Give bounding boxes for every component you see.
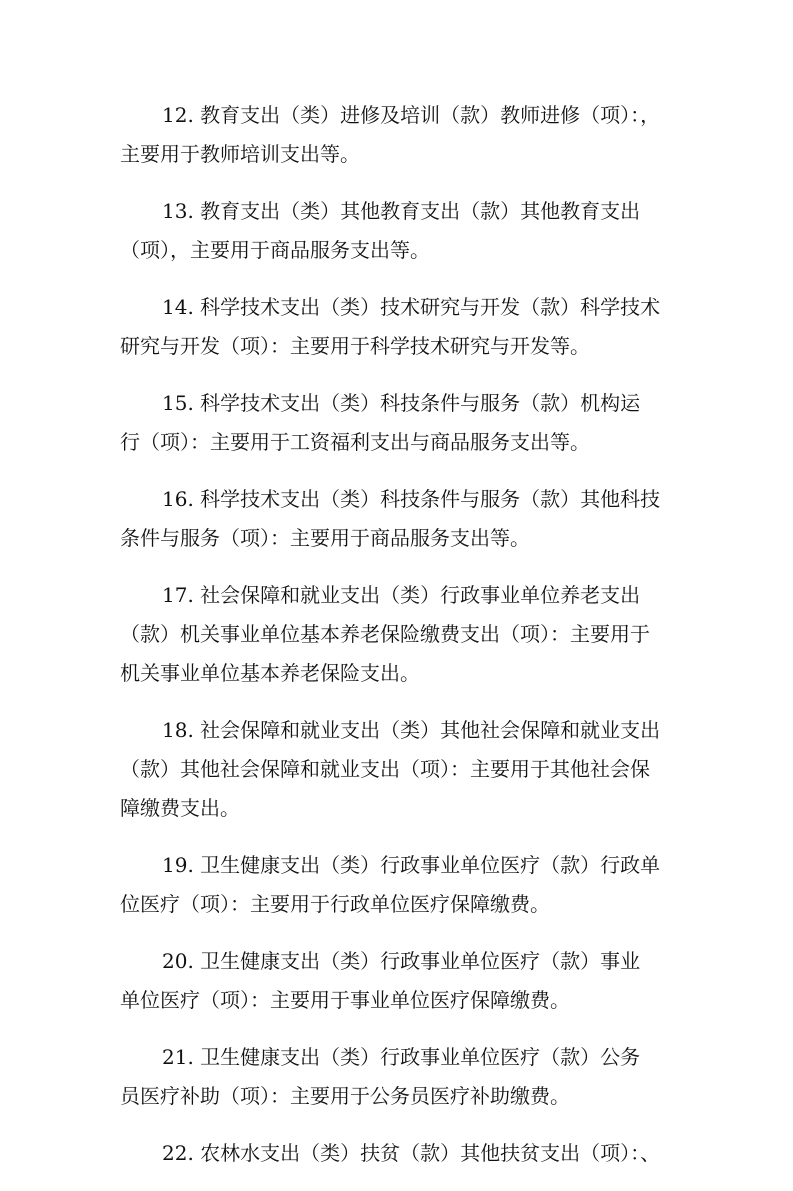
paragraph-line: 15. 科学技术支出（类）科技条件与服务（款）机构运 <box>162 391 641 415</box>
paragraph-line: 22. 农林水支出（类）扶贫（款）其他扶贫支出（项）：、 <box>162 1141 661 1165</box>
paragraph-line: （项），主要用于商品服务支出等。 <box>120 238 430 262</box>
paragraph-item-21 <box>120 1038 673 1116</box>
paragraph-line: （款）机关事业单位基本养老保险缴费支出（项）：主要用于 <box>120 622 650 646</box>
paragraph-line: 21. 卫生健康支出（类）行政事业单位医疗（款）公务 <box>162 1045 641 1069</box>
paragraph-item-15 <box>120 384 673 462</box>
paragraph-line: 12. 教育支出（类）进修及培训（款）教师进修（项）：， <box>162 103 661 127</box>
paragraph-line: 19. 卫生健康支出（类）行政事业单位医疗（款）行政单 <box>162 853 661 877</box>
paragraph-item-16 <box>120 480 673 558</box>
paragraph-item-14 <box>120 288 673 366</box>
paragraph-line: 20. 卫生健康支出（类）行政事业单位医疗（款）事业 <box>162 949 641 973</box>
paragraph-line: 机关事业单位基本养老保险支出。 <box>120 661 420 685</box>
paragraph-item-17 <box>120 576 673 693</box>
paragraph-line: 16. 科学技术支出（类）科技条件与服务（款）其他科技 <box>162 487 661 511</box>
document-body <box>120 96 673 1191</box>
paragraph-line: 单位医疗（项）：主要用于事业单位医疗保障缴费。 <box>120 988 570 1012</box>
paragraph-line: 员医疗补助（项）：主要用于公务员医疗补助缴费。 <box>120 1084 570 1108</box>
paragraph-line: 主要用于教师培训支出等。 <box>120 142 360 166</box>
paragraph-line: 研究与开发（项）：主要用于科学技术研究与开发等。 <box>120 334 590 358</box>
paragraph-item-13 <box>120 192 673 270</box>
paragraph-line: 14. 科学技术支出（类）技术研究与开发（款）科学技术 <box>162 295 661 319</box>
paragraph-line: 障缴费支出。 <box>120 796 240 820</box>
paragraph-line: 条件与服务（项）：主要用于商品服务支出等。 <box>120 526 530 550</box>
paragraph-item-19 <box>120 846 673 924</box>
paragraph-line: （款）其他社会保障和就业支出（项）：主要用于其他社会保 <box>120 757 650 781</box>
paragraph-line: 18. 社会保障和就业支出（类）其他社会保障和就业支出 <box>162 718 661 742</box>
paragraph-line: 17. 社会保障和就业支出（类）行政事业单位养老支出 <box>162 583 641 607</box>
paragraph-line: 行（项）：主要用于工资福利支出与商品服务支出等。 <box>120 430 590 454</box>
paragraph-line: 13. 教育支出（类）其他教育支出（款）其他教育支出 <box>162 199 641 223</box>
paragraph-item-20 <box>120 942 673 1020</box>
paragraph-item-12 <box>120 96 673 174</box>
paragraph-line: 位医疗（项）：主要用于行政单位医疗保障缴费。 <box>120 892 550 916</box>
paragraph-item-18 <box>120 711 673 828</box>
paragraph-item-22 <box>120 1134 673 1173</box>
